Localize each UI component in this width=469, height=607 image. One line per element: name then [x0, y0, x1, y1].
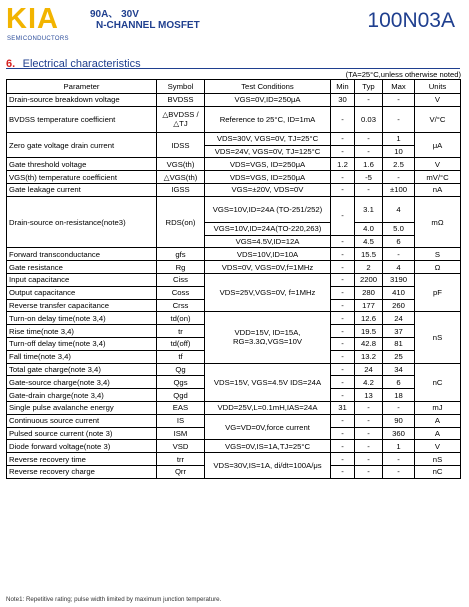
min-cell: -	[331, 453, 355, 466]
min-cell: -	[331, 299, 355, 312]
symbol-cell: Coss	[157, 286, 205, 299]
typ-cell: -	[355, 145, 383, 158]
typ-cell: 13.2	[355, 350, 383, 363]
typ-cell: 42.8	[355, 337, 383, 350]
symbol-cell: VSD	[157, 440, 205, 453]
typ-cell: 177	[355, 299, 383, 312]
param-cell: Turn-off delay time(note 3,4)	[7, 337, 157, 350]
max-cell: 90	[383, 414, 415, 427]
typ-cell: 2200	[355, 273, 383, 286]
typ-cell: 15.5	[355, 248, 383, 261]
condition-cell: VGS=0V,ID=250μA	[205, 94, 331, 107]
table-row	[7, 196, 461, 222]
max-cell: 81	[383, 337, 415, 350]
symbol-cell: Ciss	[157, 273, 205, 286]
condition-cell: VDS=15V, VGS=4.5V IDS=24A	[205, 363, 331, 401]
param-cell: Rise time(note 3,4)	[7, 325, 157, 338]
min-cell: -	[331, 106, 355, 132]
unit-cell: pF	[415, 273, 461, 311]
min-cell: -	[331, 325, 355, 338]
unit-cell: V	[415, 158, 461, 171]
min-cell: -	[331, 363, 355, 376]
device-type: N-CHANNEL MOSFET	[96, 20, 200, 31]
table-row	[7, 248, 461, 261]
typ-cell: -	[355, 132, 383, 145]
typ-cell: 12.6	[355, 312, 383, 325]
max-cell: -	[383, 248, 415, 261]
min-cell: -	[331, 427, 355, 440]
table-row	[7, 132, 461, 145]
typ-cell: 19.5	[355, 325, 383, 338]
param-cell: Gate-drain charge(note 3,4)	[7, 389, 157, 402]
typ-cell: 4.2	[355, 376, 383, 389]
typ-cell: 24	[355, 363, 383, 376]
table-row	[7, 401, 461, 414]
condition-cell: VDS=24V, VGS=0V, TJ=125°C	[205, 145, 331, 158]
max-cell: 3190	[383, 273, 415, 286]
typ-cell: -	[355, 94, 383, 107]
param-cell: Drain-source on-resistance(note3)	[7, 196, 157, 248]
unit-cell: mV/°C	[415, 171, 461, 184]
unit-cell: mΩ	[415, 196, 461, 248]
max-cell: -	[383, 401, 415, 414]
min-cell: -	[331, 465, 355, 478]
param-cell: Reverse transfer capacitance	[7, 299, 157, 312]
min-cell: -	[331, 196, 355, 235]
min-cell: -	[331, 350, 355, 363]
table-header-row	[7, 80, 461, 94]
unit-cell: V	[415, 440, 461, 453]
typ-cell: 4.0	[355, 222, 383, 235]
table-row	[7, 261, 461, 274]
max-cell: 6	[383, 235, 415, 248]
col-header: Symbol	[157, 80, 205, 94]
table-row	[7, 171, 461, 184]
max-cell: 18	[383, 389, 415, 402]
footnote: Note1: Repetitive rating; pulse width limited by maximum junction temperature.	[6, 596, 222, 603]
table-row	[7, 273, 461, 286]
condition-cell: VDS=25V,VGS=0V, f=1MHz	[205, 273, 331, 311]
table-row	[7, 440, 461, 453]
unit-cell: A	[415, 414, 461, 427]
condition-cell: VDS=VGS, ID=250μA	[205, 158, 331, 171]
typ-cell: -	[355, 183, 383, 196]
condition-cell: VGS=10V,ID=24A (TO-251/252)	[205, 196, 331, 222]
min-cell: -	[331, 235, 355, 248]
min-cell: -	[331, 312, 355, 325]
unit-cell: μA	[415, 132, 461, 158]
condition-cell: VDS=10V,ID=10A	[205, 248, 331, 261]
condition-cell: VGS=0V,IS=1A,TJ=25°C	[205, 440, 331, 453]
max-cell: -	[383, 171, 415, 184]
table-row	[7, 183, 461, 196]
unit-cell: V/°C	[415, 106, 461, 132]
condition-cell: VDS=0V, VGS=0V,f=1MHz	[205, 261, 331, 274]
typ-cell: -	[355, 453, 383, 466]
typ-cell: 4.5	[355, 235, 383, 248]
param-cell: Output capacitance	[7, 286, 157, 299]
param-cell: Drain-source breakdown voltage	[7, 94, 157, 107]
max-cell: -	[383, 453, 415, 466]
param-cell: Zero gate voltage drain current	[7, 132, 157, 158]
symbol-cell: Crss	[157, 299, 205, 312]
symbol-cell: td(off)	[157, 337, 205, 350]
section-number: 6.	[6, 58, 16, 70]
symbol-cell: td(on)	[157, 312, 205, 325]
param-cell: Gate threshold voltage	[7, 158, 157, 171]
min-cell: -	[331, 337, 355, 350]
symbol-cell: Qgd	[157, 389, 205, 402]
symbol-cell: △BVDSS /△TJ	[157, 106, 205, 132]
min-cell: -	[331, 273, 355, 286]
unit-cell: nC	[415, 363, 461, 401]
symbol-cell: tr	[157, 325, 205, 338]
unit-cell: A	[415, 427, 461, 440]
col-header: Units	[415, 80, 461, 94]
param-cell: Forward transconductance	[7, 248, 157, 261]
unit-cell: S	[415, 248, 461, 261]
typ-cell: -	[355, 427, 383, 440]
typ-cell: 2	[355, 261, 383, 274]
param-cell: Gate leakage current	[7, 183, 157, 196]
typ-cell: 13	[355, 389, 383, 402]
max-cell: 6	[383, 376, 415, 389]
min-cell: -	[331, 376, 355, 389]
unit-cell: nA	[415, 183, 461, 196]
typ-cell: 1.6	[355, 158, 383, 171]
typ-cell: -	[355, 465, 383, 478]
symbol-cell: IGSS	[157, 183, 205, 196]
section-title: Electrical characteristics	[22, 58, 141, 70]
max-cell: 1	[383, 132, 415, 145]
param-cell: Reverse recovery charge	[7, 465, 157, 478]
max-cell: -	[383, 465, 415, 478]
max-cell: -	[383, 94, 415, 107]
symbol-cell: IS	[157, 414, 205, 427]
max-cell: -	[383, 106, 415, 132]
min-cell: -	[331, 171, 355, 184]
max-cell: 2.5	[383, 158, 415, 171]
min-cell: -	[331, 440, 355, 453]
col-header: Typ	[355, 80, 383, 94]
typ-cell: -	[355, 440, 383, 453]
param-cell: Total gate charge(note 3,4)	[7, 363, 157, 376]
typ-cell: 0.03	[355, 106, 383, 132]
symbol-cell: BVDSS	[157, 94, 205, 107]
electrical-characteristics-table	[6, 79, 461, 479]
max-cell: 260	[383, 299, 415, 312]
min-cell: -	[331, 145, 355, 158]
table-row	[7, 453, 461, 466]
col-header: Max	[383, 80, 415, 94]
col-header: Parameter	[7, 80, 157, 94]
typ-cell: -	[355, 401, 383, 414]
param-cell: BVDSS temperature coefficient	[7, 106, 157, 132]
param-cell: Fall time(note 3,4)	[7, 350, 157, 363]
col-header: Test Conditions	[205, 80, 331, 94]
param-cell: Single pulse avalanche energy	[7, 401, 157, 414]
symbol-cell: gfs	[157, 248, 205, 261]
symbol-cell: △VGS(th)	[157, 171, 205, 184]
param-cell: Turn-on delay time(note 3,4)	[7, 312, 157, 325]
symbol-cell: Qrr	[157, 465, 205, 478]
condition-cell: VDS=VGS, ID=250μA	[205, 171, 331, 184]
max-cell: 4	[383, 261, 415, 274]
min-cell: 1.2	[331, 158, 355, 171]
symbol-cell: EAS	[157, 401, 205, 414]
section-heading	[6, 54, 460, 69]
param-cell: Pulsed source current (note 3)	[7, 427, 157, 440]
max-cell: 24	[383, 312, 415, 325]
max-cell: 10	[383, 145, 415, 158]
unit-cell: mJ	[415, 401, 461, 414]
symbol-cell: Rg	[157, 261, 205, 274]
max-cell: 410	[383, 286, 415, 299]
condition-cell: VDS=30V,IS=1A, di/dt=100A/μs	[205, 453, 331, 479]
param-cell: Continuous source current	[7, 414, 157, 427]
symbol-cell: Qg	[157, 363, 205, 376]
unit-cell: nS	[415, 312, 461, 363]
param-cell: Gate-source charge(note 3,4)	[7, 376, 157, 389]
unit-cell: Ω	[415, 261, 461, 274]
symbol-cell: VGS(th)	[157, 158, 205, 171]
max-cell: ±100	[383, 183, 415, 196]
unit-cell: nC	[415, 465, 461, 478]
max-cell: 25	[383, 350, 415, 363]
table-row	[7, 94, 461, 107]
min-cell: -	[331, 286, 355, 299]
conditions-note: (TA=25°C,unless otherwise noted)	[345, 70, 461, 79]
param-cell: Reverse recovery time	[7, 453, 157, 466]
table-row	[7, 106, 461, 132]
min-cell: -	[331, 261, 355, 274]
typ-cell: 3.1	[355, 196, 383, 222]
page-header	[0, 0, 469, 52]
min-cell: -	[331, 414, 355, 427]
min-cell: -	[331, 183, 355, 196]
min-cell: 30	[331, 94, 355, 107]
table-row	[7, 312, 461, 325]
symbol-cell: IDSS	[157, 132, 205, 158]
condition-cell: VGS=±20V, VDS=0V	[205, 183, 331, 196]
device-spec	[90, 9, 200, 31]
part-number: 100N03A	[367, 9, 455, 32]
symbol-cell: ISM	[157, 427, 205, 440]
condition-cell: VDD=25V,L=0.1mH,IAS=24A	[205, 401, 331, 414]
min-cell: -	[331, 132, 355, 145]
condition-cell: VDD=15V, ID=15A, RG=3.3Ω,VGS=10V	[205, 312, 331, 363]
symbol-cell: tf	[157, 350, 205, 363]
condition-cell: Reference to 25°C, ID=1mA	[205, 106, 331, 132]
symbol-cell: Qgs	[157, 376, 205, 389]
table-row	[7, 158, 461, 171]
condition-cell: VGS=10V,ID=24A(TO-220,263)	[205, 222, 331, 235]
max-cell: 360	[383, 427, 415, 440]
max-cell: 1	[383, 440, 415, 453]
min-cell: -	[331, 248, 355, 261]
max-cell: 37	[383, 325, 415, 338]
typ-cell: -	[355, 414, 383, 427]
typ-cell: -5	[355, 171, 383, 184]
max-cell: 34	[383, 363, 415, 376]
param-cell: Gate resistance	[7, 261, 157, 274]
min-cell: 31	[331, 401, 355, 414]
condition-cell: VDS=30V, VGS=0V, TJ=25°C	[205, 132, 331, 145]
condition-cell: VGS=4.5V,ID=12A	[205, 235, 331, 248]
table-row	[7, 414, 461, 427]
param-cell: VGS(th) temperature coefficient	[7, 171, 157, 184]
typ-cell: 280	[355, 286, 383, 299]
max-cell: 5.0	[383, 222, 415, 235]
param-cell: Diode forward voltage(note 3)	[7, 440, 157, 453]
logo-subtitle: SEMICONDUCTORS	[7, 36, 69, 42]
param-cell: Input capacitance	[7, 273, 157, 286]
table-row	[7, 363, 461, 376]
unit-cell: nS	[415, 453, 461, 466]
rating-text: 90A、 30V	[90, 9, 139, 20]
max-cell: 4	[383, 196, 415, 222]
col-header: Min	[331, 80, 355, 94]
kia-logo: KIA	[6, 3, 59, 35]
min-cell: -	[331, 389, 355, 402]
symbol-cell: RDS(on)	[157, 196, 205, 248]
unit-cell: V	[415, 94, 461, 107]
symbol-cell: trr	[157, 453, 205, 466]
condition-cell: VG=VD=0V,force current	[205, 414, 331, 440]
